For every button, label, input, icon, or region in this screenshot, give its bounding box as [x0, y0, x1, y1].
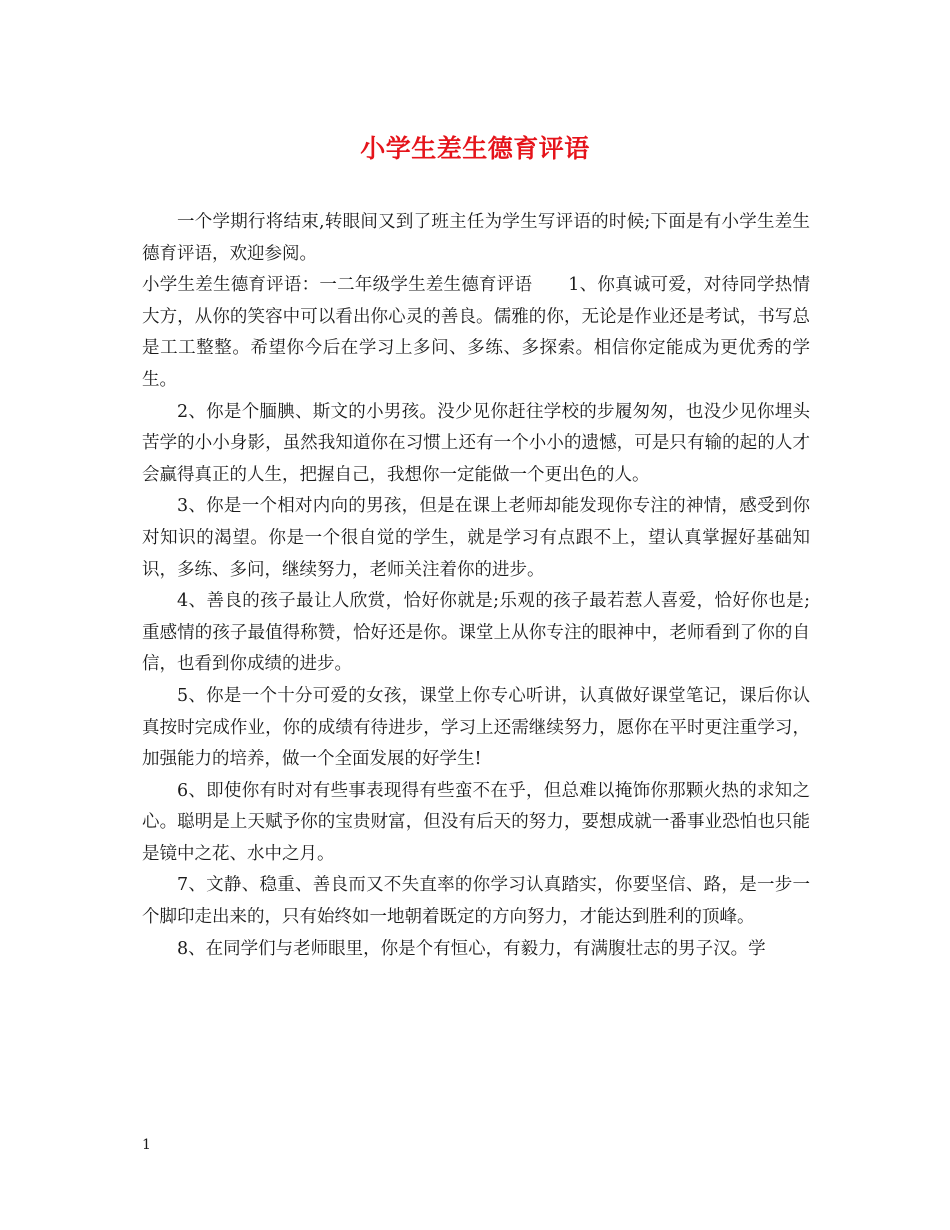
page-number: 1 — [142, 1137, 151, 1153]
comment-paragraph-3: 3、你是一个相对内向的男孩，但是在课上老师却能发现你专注的神情，感受到你对知识的渴望。你是一个很自觉的学生，就是学习有点跟不上，望认真掌握好基础知识，多练、多问，继续努力，老师关注着你的进步。 — [142, 496, 810, 580]
section-heading: 小学生差生德育评语：一二年级学生差生德育评语 — [142, 275, 533, 296]
comment-paragraph-1: 1、你真诚可爱，对待同学热情大方，从你的笑容中可以看出你心灵的善良。儒雅的你，无论是作业还是考试，书写总是工工整整。希望你今后在学习上多问、多练、多探索。相信你定能成为更优秀的学生。 — [142, 275, 811, 390]
section-first-paragraph — [142, 270, 810, 396]
document-title: 小学生差生德育评语 — [360, 134, 590, 163]
comment-paragraph-7: 7、文静、稳重、善良而又不失直率的你学习认真踏实，你要坚信、路，是一步一个脚印走出来的，只有始终如一地朝着既定的方向努力，才能达到胜利的顶峰。 — [142, 875, 810, 928]
comment-paragraph-4: 4、善良的孩子最让人欣赏，恰好你就是;乐观的孩子最若惹人喜爱，恰好你也是;重感情的孩子最值得称赞，恰好还是你。课堂上从你专注的眼神中，老师看到了你的自信，也看到你成绩的进步。 — [142, 591, 810, 675]
comment-paragraph-6: 6、即使你有时对有些事表现得有些蛮不在乎，但总难以掩饰你那颗火热的求知之心。聪明是上天赋予你的宝贵财富，但没有后天的努力，要想成就一番事业恐怕也只能是镜中之花、水中之月。 — [142, 780, 810, 864]
comment-paragraph-5: 5、你是一个十分可爱的女孩，课堂上你专心听讲，认真做好课堂笔记，课后你认真按时完成作业，你的成绩有待进步，学习上还需继续努力，愿你在平时更注重学习，加强能力的培养，做一个全面发展的好学生! — [142, 685, 810, 770]
document-body — [142, 207, 810, 965]
intro-paragraph: 一个学期行将结束,转眼间又到了班主任为学生写评语的时候;下面是有小学生差生德育评语，欢迎参阅。 — [142, 212, 810, 264]
comment-paragraph-8: 8、在同学们与老师眼里，你是个有恒心，有毅力，有满腹壮志的男子汉。学 — [177, 938, 766, 959]
comment-paragraph-2: 2、你是个腼腆、斯文的小男孩。没少见你赶往学校的步履匆匆，也没少见你埋头苦学的小小身影，虽然我知道你在习惯上还有一个小小的遗憾，可是只有输的起的人才会赢得真正的人生，把握自己，我想你一定能做一个更出色的人。 — [142, 401, 810, 485]
